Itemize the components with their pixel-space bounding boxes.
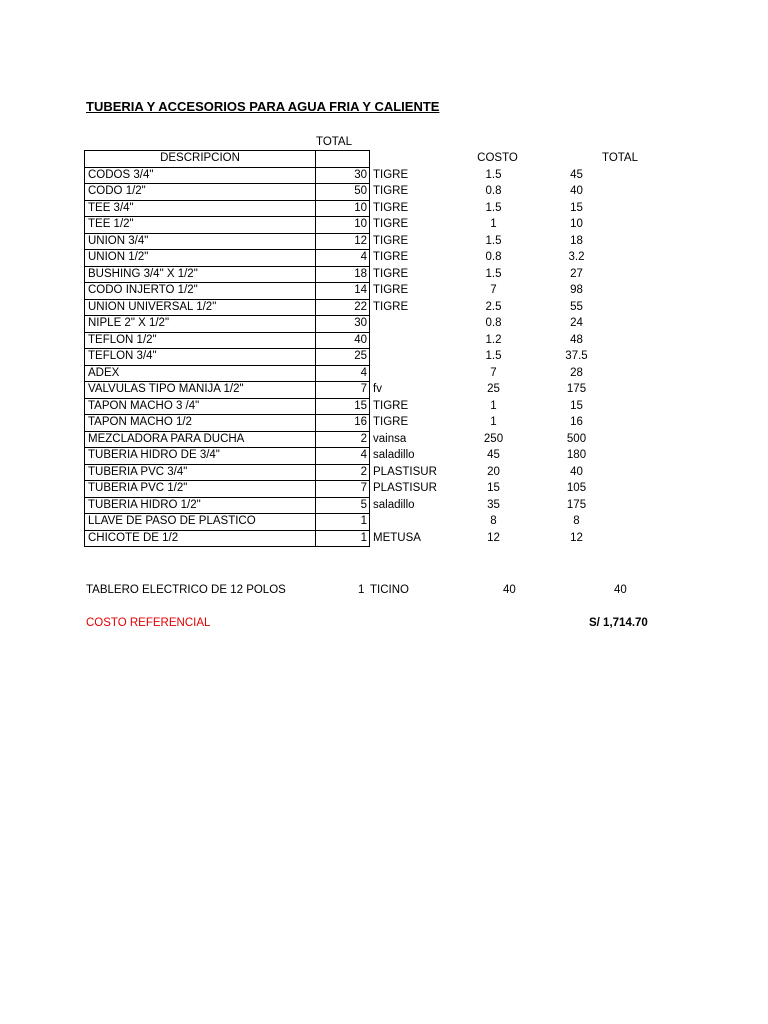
- row-cost-value: 25: [487, 383, 500, 395]
- row-cost-value: 0.8: [485, 317, 502, 329]
- row-cost-value: 8: [490, 515, 497, 527]
- row-description: CODOS 3/4": [85, 167, 316, 184]
- table-row: [85, 299, 635, 316]
- table-header-row: [85, 151, 635, 168]
- row-brand: TIGRE: [373, 168, 409, 181]
- table-row: [85, 398, 635, 415]
- row-description: BUSHING 3/4" X 1/2": [85, 266, 316, 283]
- row-total: 3.2: [568, 251, 585, 263]
- row-description: TAPON MACHO 1/2: [85, 415, 316, 432]
- row-cost-value: 1.5: [485, 201, 502, 214]
- row-total: 40: [570, 185, 583, 197]
- row-brand: TIGRE: [373, 218, 409, 230]
- row-brand: PLASTISUR: [373, 465, 437, 478]
- row-brand: [370, 365, 443, 382]
- row-description: TEFLON 3/4": [85, 349, 316, 366]
- row-brand: [370, 316, 443, 333]
- row-cost-value: 7: [490, 366, 497, 379]
- row-cost: [443, 283, 519, 300]
- row-quantity: 1: [316, 530, 370, 547]
- row-quantity: 4: [316, 448, 370, 465]
- row-cost: [443, 167, 519, 184]
- row-brand: TIGRE: [373, 185, 409, 197]
- row-cost-value: 45: [487, 449, 500, 461]
- row-quantity: 2: [316, 431, 370, 448]
- row-quantity: 12: [316, 233, 370, 250]
- row-cost-value: 35: [487, 498, 500, 511]
- row-cost-value: 7: [490, 284, 497, 296]
- header-qty-cell: [316, 151, 370, 168]
- row-cost-value: 250: [483, 432, 504, 445]
- row-cost-value: 1: [490, 218, 497, 230]
- row-cost: [443, 530, 519, 547]
- row-description: CODO 1/2": [85, 184, 316, 201]
- table-row: [85, 283, 635, 300]
- row-brand: TIGRE: [373, 284, 409, 296]
- row-brand: TIGRE: [373, 234, 409, 247]
- row-cost-value: 1.5: [485, 234, 502, 247]
- row-description: UNION UNIVERSAL 1/2": [85, 299, 316, 316]
- table-row: [85, 167, 635, 184]
- row-quantity: 25: [316, 349, 370, 366]
- row-quantity: 5: [316, 497, 370, 514]
- row-brand: [370, 514, 443, 531]
- row-cost: [443, 349, 519, 366]
- row-description: NIPLE 2" X 1/2": [85, 316, 316, 333]
- header-descripcion: DESCRIPCION: [85, 151, 316, 168]
- row-cost: [443, 398, 519, 415]
- row-cost-value: 1: [490, 416, 497, 428]
- row-brand: TIGRE: [373, 300, 409, 313]
- row-cost-value: 2.5: [485, 300, 502, 313]
- row-description: UNION 3/4": [85, 233, 316, 250]
- row-description: TEFLON 1/2": [85, 332, 316, 349]
- row-total: 16: [570, 416, 583, 428]
- table-row: [85, 316, 635, 333]
- row-cost-value: 1.5: [485, 168, 502, 181]
- row-brand: saladillo: [373, 498, 415, 511]
- row-total: 37.5: [565, 350, 588, 362]
- row-brand: TIGRE: [373, 399, 409, 412]
- row-cost: [443, 497, 519, 514]
- row-brand: METUSA: [373, 531, 421, 544]
- row-cost-value: 1.2: [485, 333, 502, 346]
- row-total: 18: [570, 234, 583, 247]
- materials-table: [84, 150, 635, 547]
- row-total: 8: [573, 515, 580, 527]
- row-description: UNION 1/2": [85, 250, 316, 267]
- extra-row-qty: 1: [358, 584, 365, 596]
- row-quantity: 18: [316, 266, 370, 283]
- table-row: [85, 349, 635, 366]
- row-description: TUBERIA PVC 3/4": [85, 464, 316, 481]
- row-total: 180: [566, 449, 587, 461]
- extra-row-desc: TABLERO ELECTRICO DE 12 POLOS: [86, 584, 286, 596]
- row-total: 12: [570, 531, 583, 544]
- row-cost: [443, 365, 519, 382]
- table-row: [85, 431, 635, 448]
- summary-label: COSTO REFERENCIAL: [86, 617, 211, 629]
- row-quantity: 7: [316, 382, 370, 399]
- row-cost: [443, 250, 519, 267]
- row-cost: [443, 415, 519, 432]
- row-cost: [443, 233, 519, 250]
- row-total: 28: [570, 366, 583, 379]
- table-row: [85, 448, 635, 465]
- row-brand: TIGRE: [373, 251, 409, 263]
- row-total: 24: [570, 317, 583, 329]
- row-description: LLAVE DE PASO DE PLASTICO: [85, 514, 316, 531]
- row-brand: TIGRE: [373, 201, 409, 214]
- header-total-qty: TOTAL: [316, 136, 352, 148]
- table-row: [85, 415, 635, 432]
- row-cost-value: 1.5: [485, 267, 502, 280]
- row-quantity: 4: [316, 250, 370, 267]
- row-quantity: 10: [316, 200, 370, 217]
- row-total: 500: [566, 432, 587, 445]
- extra-row-cost: 40: [503, 584, 516, 596]
- row-quantity: 15: [316, 398, 370, 415]
- row-cost-value: 15: [487, 482, 500, 494]
- row-total: 40: [570, 465, 583, 478]
- row-brand: [370, 332, 443, 349]
- row-cost: [443, 464, 519, 481]
- table-row: [85, 217, 635, 234]
- row-total: 10: [570, 218, 583, 230]
- extra-row-total: 40: [614, 584, 627, 596]
- row-cost: [443, 514, 519, 531]
- header-costo: COSTO: [477, 152, 518, 164]
- row-total: 15: [570, 399, 583, 412]
- row-brand: TIGRE: [373, 416, 409, 428]
- row-description: TUBERIA PVC 1/2": [85, 481, 316, 498]
- row-cost-value: 12: [487, 531, 500, 544]
- row-description: VALVULAS TIPO MANIJA 1/2": [85, 382, 316, 399]
- row-total: 175: [566, 498, 587, 511]
- row-description: ADEX: [85, 365, 316, 382]
- row-cost-value: 0.8: [485, 251, 502, 263]
- row-brand: [370, 349, 443, 366]
- row-description: TUBERIA HIDRO 1/2": [85, 497, 316, 514]
- row-brand: PLASTISUR: [373, 482, 437, 494]
- row-cost: [443, 266, 519, 283]
- header-total: TOTAL: [602, 152, 638, 164]
- table-row: [85, 497, 635, 514]
- row-cost: [443, 448, 519, 465]
- row-cost: [443, 316, 519, 333]
- row-quantity: 16: [316, 415, 370, 432]
- row-total: 175: [566, 383, 587, 395]
- row-cost: [443, 382, 519, 399]
- table-row: [85, 481, 635, 498]
- row-quantity: 30: [316, 316, 370, 333]
- row-cost: [443, 481, 519, 498]
- row-cost: [443, 431, 519, 448]
- row-quantity: 22: [316, 299, 370, 316]
- row-cost-value: 0.8: [485, 185, 502, 197]
- page-title: TUBERIA Y ACCESORIOS PARA AGUA FRIA Y CALIENTE: [86, 99, 440, 114]
- row-description: TUBERIA HIDRO DE 3/4": [85, 448, 316, 465]
- row-cost-value: 1: [490, 399, 497, 412]
- row-quantity: 30: [316, 167, 370, 184]
- row-total: 45: [570, 168, 583, 181]
- row-cost: [443, 299, 519, 316]
- table-row: [85, 365, 635, 382]
- row-quantity: 1: [316, 514, 370, 531]
- row-brand: fv: [373, 383, 382, 395]
- row-cost-value: 20: [487, 465, 500, 478]
- row-quantity: 4: [316, 365, 370, 382]
- row-description: TEE 3/4": [85, 200, 316, 217]
- row-total: 48: [570, 333, 583, 346]
- row-description: TEE 1/2": [85, 217, 316, 234]
- row-cost: [443, 184, 519, 201]
- table-row: [85, 382, 635, 399]
- row-description: CHICOTE DE 1/2: [85, 530, 316, 547]
- table-row: [85, 250, 635, 267]
- row-description: MEZCLADORA PARA DUCHA: [85, 431, 316, 448]
- table-row: [85, 266, 635, 283]
- row-cost: [443, 200, 519, 217]
- table-row: [85, 233, 635, 250]
- row-description: TAPON MACHO 3 /4": [85, 398, 316, 415]
- row-total: 15: [570, 201, 583, 214]
- row-quantity: 10: [316, 217, 370, 234]
- row-total: 105: [566, 482, 587, 494]
- row-quantity: 2: [316, 464, 370, 481]
- row-total: 98: [570, 284, 583, 296]
- row-quantity: 14: [316, 283, 370, 300]
- summary-value: S/ 1,714.70: [589, 617, 648, 629]
- table-row: [85, 200, 635, 217]
- row-total: 27: [570, 267, 583, 280]
- extra-row-brand: TICINO: [370, 584, 409, 596]
- row-quantity: 50: [316, 184, 370, 201]
- row-cost-value: 1.5: [485, 350, 502, 362]
- row-cost: [443, 217, 519, 234]
- row-brand: saladillo: [373, 449, 415, 461]
- table-row: [85, 530, 635, 547]
- row-brand: vainsa: [373, 432, 407, 445]
- table-row: [85, 332, 635, 349]
- row-description: CODO INJERTO 1/2": [85, 283, 316, 300]
- row-quantity: 40: [316, 332, 370, 349]
- table-row: [85, 514, 635, 531]
- table-row: [85, 184, 635, 201]
- row-brand: TIGRE: [373, 267, 409, 280]
- row-quantity: 7: [316, 481, 370, 498]
- row-cost: [443, 332, 519, 349]
- table-row: [85, 464, 635, 481]
- row-total: 55: [570, 300, 583, 313]
